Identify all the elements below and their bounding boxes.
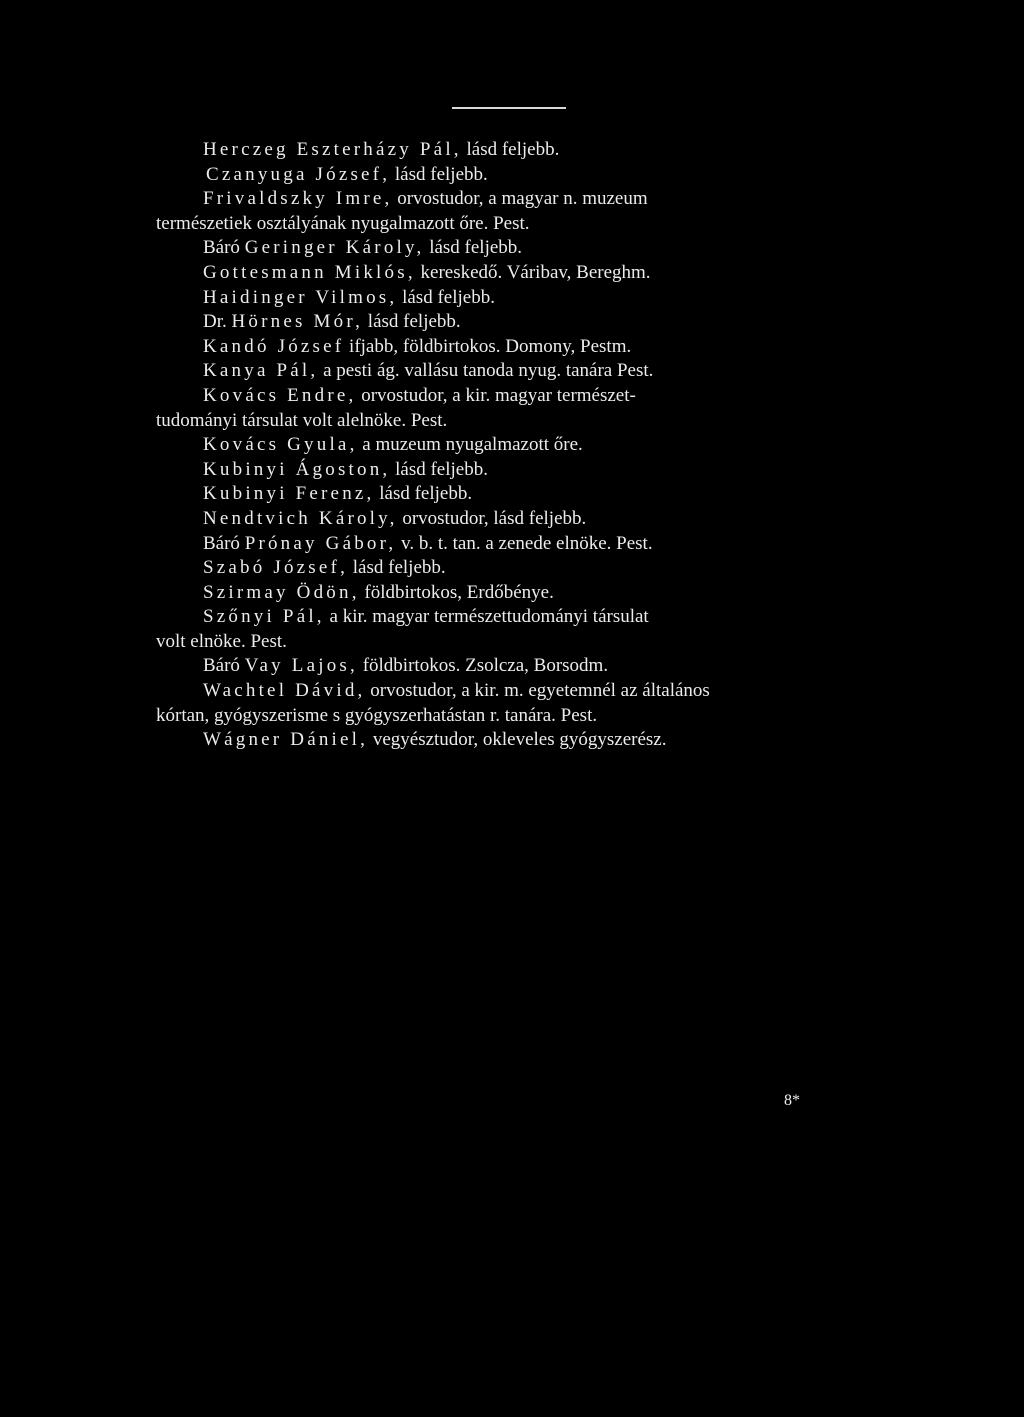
list-item — [156, 187, 856, 212]
list-item — [156, 556, 856, 581]
title-prefix: Báró — [203, 532, 245, 554]
list-item — [156, 458, 856, 483]
member-list — [156, 138, 856, 753]
person-name: Szőnyi Pál, — [203, 606, 325, 628]
list-item — [156, 138, 856, 163]
entry-text: kórtan, gyógyszerisme s gyógyszerhatástan r. tanára. Pest. — [156, 704, 598, 726]
person-name: Vay Lajos, — [244, 655, 358, 677]
entry-text: a muzeum nyugalmazott őre. — [357, 434, 583, 456]
list-item — [156, 482, 856, 507]
entry-text: volt elnöke. Pest. — [156, 630, 287, 652]
list-item-continuation — [156, 212, 856, 237]
entry-text: a kir. magyar természettudományi társulat — [324, 606, 649, 628]
entry-text: lásd feljebb. — [390, 458, 488, 480]
title-prefix: Dr. — [203, 311, 232, 333]
list-item — [156, 359, 856, 384]
person-name: Czanyuga József, — [206, 163, 391, 185]
person-name: Gottesmann Miklós, — [203, 261, 416, 283]
entry-text: tudományi társulat volt alelnöke. Pest. — [156, 409, 448, 431]
entry-text: kereskedő. Váribav, Bereghm. — [415, 261, 651, 283]
list-item — [156, 310, 856, 335]
top-rule — [452, 107, 566, 109]
entry-text: orvostudor, a kir. magyar természet- — [356, 384, 636, 406]
entry-text: orvostudor, a kir. m. egyetemnél az általános — [365, 680, 710, 702]
person-name: Szabó József, — [203, 557, 349, 579]
entry-text: lásd feljebb. — [374, 483, 473, 505]
person-name: Frivaldszky Imre, — [203, 188, 393, 210]
title-prefix: Báró — [203, 237, 245, 259]
list-item — [156, 163, 856, 188]
person-name: Nendtvich Károly, — [203, 507, 398, 529]
list-item — [156, 532, 856, 557]
entry-text: lásd feljebb. — [348, 557, 446, 579]
entry-text: orvostudor, a magyar n. muzeum — [392, 188, 648, 210]
person-name: Wachtel Dávid, — [203, 680, 366, 702]
list-item — [156, 261, 856, 286]
list-item — [156, 728, 856, 753]
entry-text: v. b. t. tan. a zenede elnöke. Pest. — [396, 532, 653, 554]
person-name: Prónay Gábor, — [244, 532, 397, 554]
list-item — [156, 654, 856, 679]
list-item — [156, 335, 856, 360]
entry-text: lásd feljebb. — [397, 286, 495, 308]
entry-text: vegyésztudor, okleveles gyógyszerész. — [368, 729, 667, 751]
person-name: Hörnes Mór, — [231, 311, 364, 333]
entry-text: földbirtokos. Zsolcza, Borsodm. — [357, 655, 609, 677]
person-name: Kanya Pál, — [203, 360, 319, 382]
entry-text: orvostudor, lásd feljebb. — [397, 507, 587, 529]
person-name: Herczeg Eszterházy Pál, — [203, 139, 462, 160]
title-prefix: Báró — [203, 655, 245, 677]
list-item — [156, 286, 856, 311]
signature-mark: 8* — [784, 1092, 800, 1109]
person-name: Wágner Dániel, — [203, 729, 369, 751]
list-item-continuation — [156, 630, 856, 655]
list-item-continuation — [156, 704, 856, 729]
entry-text: a pesti ág. vallásu tanoda nyug. tanára Pest. — [318, 360, 654, 382]
list-item-continuation — [156, 409, 856, 434]
entry-text: lásd feljebb. — [390, 163, 488, 185]
entry-text: lásd feljebb. — [363, 311, 461, 333]
list-item — [156, 679, 856, 704]
entry-text: természetiek osztályának nyugalmazott őre. Pest. — [156, 212, 530, 234]
entry-text: lásd feljebb. — [424, 237, 523, 259]
person-name: Kandó József — [203, 335, 345, 357]
list-item — [156, 384, 856, 409]
person-name: Kubinyi Ferenz, — [203, 483, 375, 505]
person-name: Kovács Gyula, — [203, 434, 358, 456]
person-name: Kubinyi Ágoston, — [203, 458, 391, 480]
person-name: Haidinger Vilmos, — [203, 286, 398, 308]
list-item — [156, 507, 856, 532]
entry-text: ifjabb, földbirtokos. Domony, Pestm. — [344, 335, 632, 357]
entry-text: lásd feljebb. — [461, 139, 560, 160]
person-name: Kovács Endre, — [203, 384, 357, 406]
list-item — [156, 433, 856, 458]
list-item — [156, 605, 856, 630]
person-name: Geringer Károly, — [244, 237, 425, 259]
entry-text: földbirtokos, Erdőbénye. — [359, 581, 554, 603]
list-item — [156, 236, 856, 261]
person-name: Szirmay Ödön, — [203, 581, 360, 603]
list-item — [156, 581, 856, 606]
